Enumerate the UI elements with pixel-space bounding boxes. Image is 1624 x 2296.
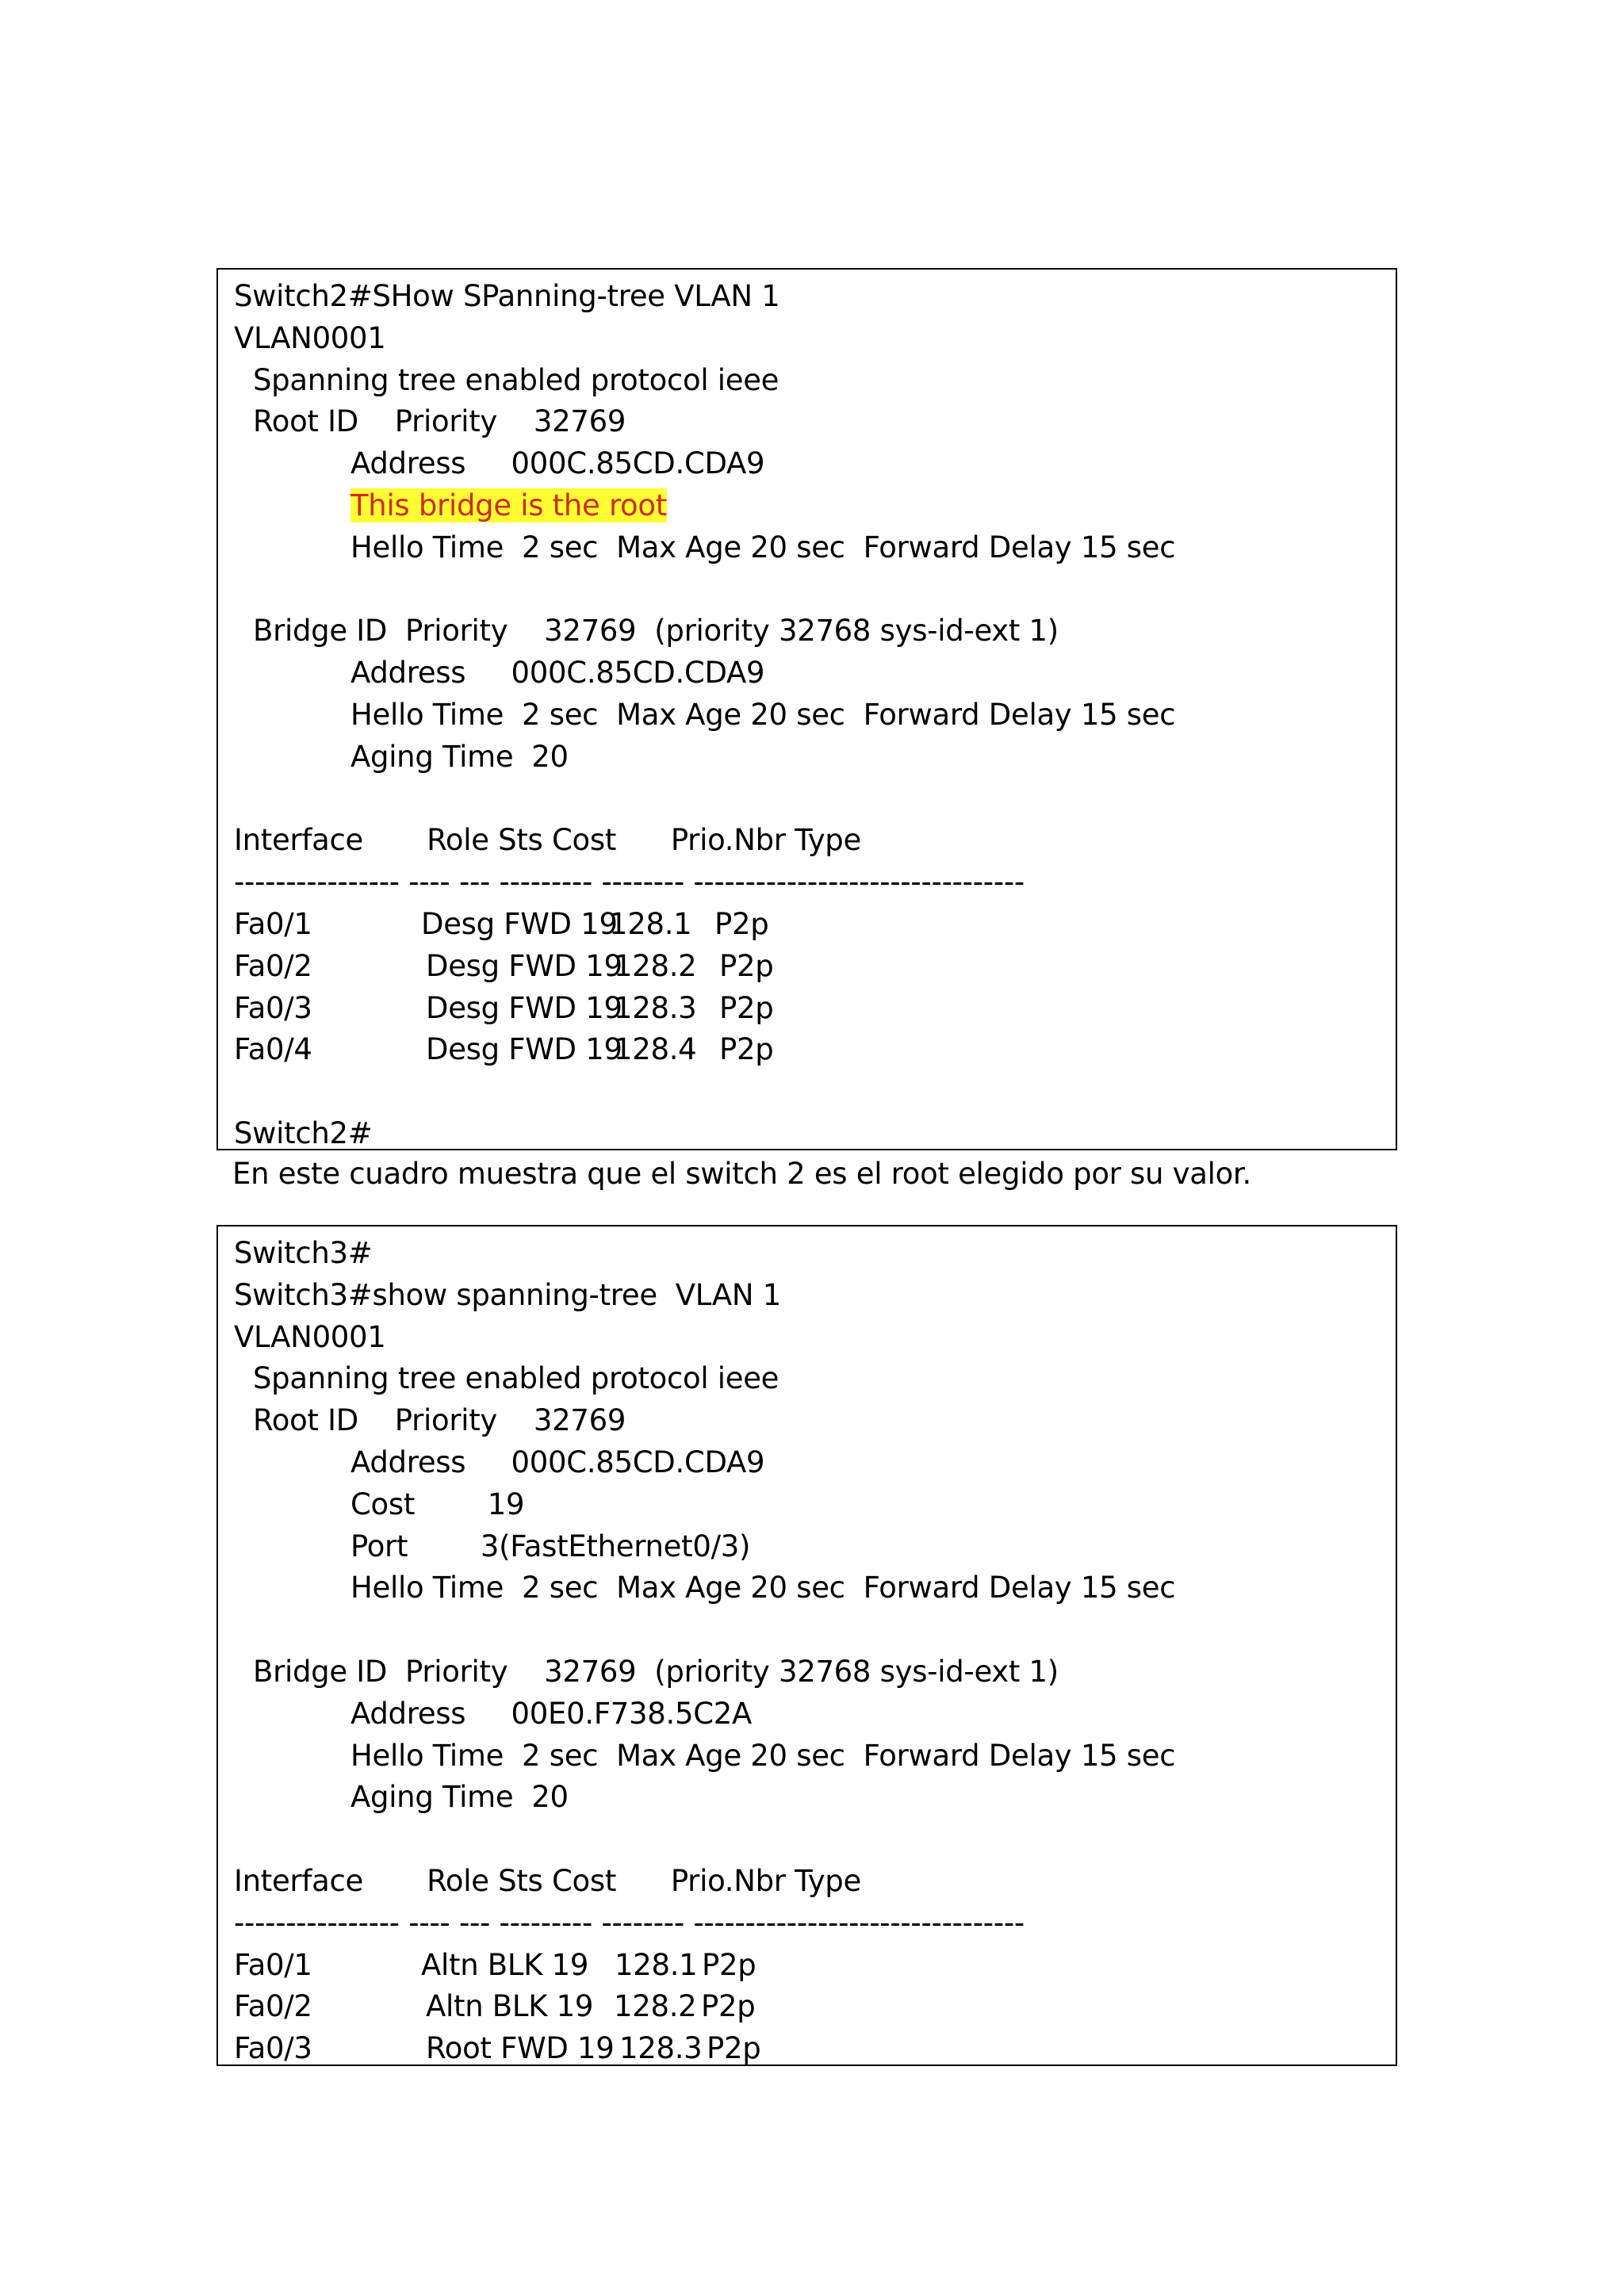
prompt-line: Switch3# [234, 1236, 373, 1270]
type-cell: P2p [719, 1032, 774, 1067]
aging-line: Aging Time 20 [350, 739, 569, 774]
root-note-line [234, 485, 1396, 527]
prio-cell: 128.1 [615, 1947, 698, 1982]
prio-cell: 128.1 [609, 906, 692, 941]
table-row [234, 946, 1396, 988]
role-cell: Desg FWD 19 [421, 906, 618, 941]
type-cell: P2p [719, 990, 774, 1025]
role-cell: Desg FWD 19 [426, 990, 622, 1025]
spacer [234, 569, 1396, 611]
spacer [234, 1609, 1396, 1651]
prio-cell: 128.2 [614, 1989, 697, 2024]
prompt-line: Switch2# [234, 1115, 373, 1150]
interface-cell: Fa0/3 [234, 990, 312, 1025]
aging-line: Aging Time 20 [350, 1780, 569, 1815]
switch2-output-box [216, 268, 1397, 1150]
root-address-line: Address 000C.85CD.CDA9 [350, 1445, 765, 1479]
table-row [234, 2028, 1396, 2070]
spacer [234, 1071, 1396, 1113]
command-line: Switch3#show spanning-tree VLAN 1 [234, 1277, 781, 1312]
table-row [234, 988, 1396, 1030]
type-cell: P2p [701, 1989, 756, 2024]
prio-cell: 128.2 [614, 948, 697, 983]
protocol-line: Spanning tree enabled protocol ieee [253, 362, 779, 397]
command-line: Switch2#SHow SPanning-tree VLAN 1 [234, 279, 780, 313]
type-cell: P2p [702, 1947, 756, 1982]
bridge-timers-line: Hello Time 2 sec Max Age 20 sec Forward Delay 15 sec [350, 1738, 1176, 1773]
interface-cell: Fa0/4 [234, 1032, 312, 1067]
table-row [234, 1986, 1396, 2028]
root-timers-line: Hello Time 2 sec Max Age 20 sec Forward Delay 15 sec [350, 1571, 1176, 1605]
role-cell: Desg FWD 19 [426, 1032, 622, 1067]
root-cost-line: Cost 19 [350, 1487, 525, 1521]
root-timers-line: Hello Time 2 sec Max Age 20 sec Forward Delay 15 sec [350, 530, 1176, 564]
interface-cell: Fa0/1 [234, 1947, 312, 1982]
interface-cell: Fa0/2 [234, 1989, 312, 2024]
table-separator: ---------------- ---- --- --------- -------- -------------------------------- [234, 1905, 1025, 1940]
table-header: Interface Role Sts Cost Prio.Nbr Type [234, 823, 861, 858]
vlan-line: VLAN0001 [234, 320, 386, 355]
caption-text: En este cuadro muestra que el switch 2 es el root elegido por su valor. [232, 1157, 1251, 1191]
spacer [234, 779, 1396, 821]
prio-cell: 128.4 [614, 1032, 697, 1067]
type-cell: P2p [719, 948, 774, 983]
role-cell: Root FWD 19 [426, 2031, 615, 2066]
bridge-timers-line: Hello Time 2 sec Max Age 20 sec Forward Delay 15 sec [350, 697, 1176, 732]
spacer [234, 1819, 1396, 1861]
table-row [234, 1945, 1396, 1987]
table-header: Interface Role Sts Cost Prio.Nbr Type [234, 1863, 861, 1898]
bridge-id-line: Bridge ID Priority 32769 (priority 32768 sys-id-ext 1) [253, 614, 1059, 649]
root-port-line: Port 3(FastEthernet0/3) [350, 1529, 751, 1563]
table-row [234, 904, 1396, 946]
prio-cell: 128.3 [614, 990, 697, 1025]
vlan-line: VLAN0001 [234, 1319, 386, 1354]
root-id-line: Root ID Priority 32769 [253, 1403, 626, 1438]
role-cell: Altn BLK 19 [426, 1989, 594, 2024]
interface-cell: Fa0/1 [234, 906, 312, 941]
type-cell: P2p [714, 906, 769, 941]
interface-cell: Fa0/2 [234, 948, 312, 983]
bridge-address-line: Address 000C.85CD.CDA9 [350, 656, 765, 691]
root-id-line: Root ID Priority 32769 [253, 404, 626, 439]
table-separator: ---------------- ---- --- --------- -------- -------------------------------- [234, 865, 1025, 900]
role-cell: Desg FWD 19 [426, 948, 622, 983]
prio-cell: 128.3 [619, 2031, 703, 2066]
interface-cell: Fa0/3 [234, 2031, 312, 2066]
protocol-line: Spanning tree enabled protocol ieee [253, 1361, 779, 1396]
root-address-line: Address 000C.85CD.CDA9 [350, 446, 765, 481]
table-row [234, 1029, 1396, 1071]
switch3-output-box [216, 1225, 1397, 2066]
type-cell: P2p [707, 2031, 761, 2066]
root-note-highlight: This bridge is the root [350, 488, 667, 522]
bridge-id-line: Bridge ID Priority 32769 (priority 32768 sys-id-ext 1) [253, 1654, 1059, 1689]
bridge-address-line: Address 00E0.F738.5C2A [350, 1696, 753, 1731]
role-cell: Altn BLK 19 [421, 1947, 589, 1982]
